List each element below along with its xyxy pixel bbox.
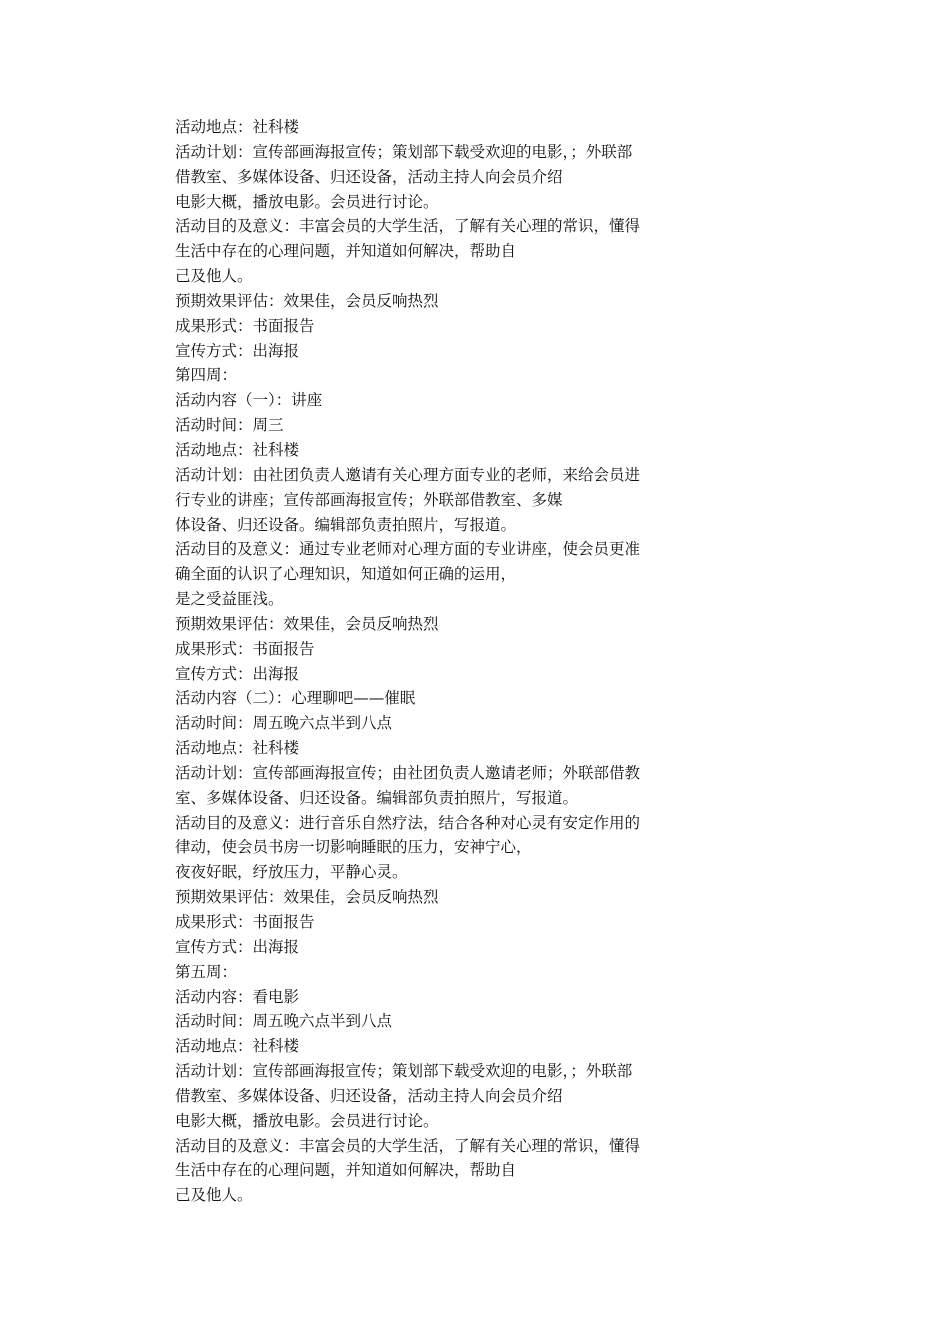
text-line: 活动内容（一）：讲座 bbox=[175, 391, 323, 410]
text-line: 活动地点：社科楼 bbox=[175, 1037, 300, 1056]
text-line: 生活中存在的心理问题，并知道如何解决，帮助自 bbox=[175, 242, 517, 261]
text-line: 电影大概，播放电影。会员进行讨论。 bbox=[175, 192, 439, 211]
text-line: 活动地点：社科楼 bbox=[175, 739, 300, 758]
text-line: 确全面的认识了心理知识，知道如何正确的运用， bbox=[175, 565, 517, 584]
text-line: 借教室、多媒体设备、归还设备，活动主持人向会员介绍 bbox=[175, 167, 563, 186]
text-line: 室、多媒体设备、归还设备。编辑部负责拍照片，写报道。 bbox=[175, 788, 579, 807]
text-line: 活动计划：宣传部画海报宣传；策划部下载受欢迎的电影，；外联部 bbox=[175, 142, 633, 161]
text-line: 宣传方式：出海报 bbox=[175, 341, 300, 360]
text-line: 活动内容：看电影 bbox=[175, 987, 300, 1006]
text-line: 借教室、多媒体设备、归还设备，活动主持人向会员介绍 bbox=[175, 1086, 563, 1105]
text-line: 宣传方式：出海报 bbox=[175, 937, 300, 956]
text-line: 活动时间：周五晚六点半到八点 bbox=[175, 714, 393, 733]
section-heading: 第四周： bbox=[175, 366, 238, 385]
text-line: 宣传方式：出海报 bbox=[175, 664, 300, 683]
document-body bbox=[175, 115, 695, 1208]
text-line: 生活中存在的心理问题，并知道如何解决，帮助自 bbox=[175, 1161, 517, 1180]
text-line: 活动时间：周五晚六点半到八点 bbox=[175, 1012, 393, 1031]
text-line: 预期效果评估：效果佳，会员反响热烈 bbox=[175, 614, 439, 633]
text-line: 己及他人。 bbox=[175, 267, 253, 286]
text-line: 活动计划：宣传部画海报宣传；策划部下载受欢迎的电影，；外联部 bbox=[175, 1062, 633, 1081]
text-line: 律动，使会员书房一切影响睡眠的压力，安神宁心， bbox=[175, 838, 532, 857]
text-line: 活动计划：由社团负责人邀请有关心理方面专业的老师，来给会员进 bbox=[175, 465, 641, 484]
text-line: 己及他人。 bbox=[175, 1186, 253, 1205]
text-line: 成果形式：书面报告 bbox=[175, 316, 315, 335]
text-line: 行专业的讲座；宣传部画海报宣传；外联部借教室、多媒 bbox=[175, 490, 563, 509]
text-line: 成果形式：书面报告 bbox=[175, 913, 315, 931]
text-line: 活动计划：宣传部画海报宣传；由社团负责人邀请老师；外联部借教 bbox=[175, 763, 641, 782]
text-line: 活动目的及意义：丰富会员的大学生活，了解有关心理的常识，懂得 bbox=[175, 217, 641, 236]
text-line: 成果形式：书面报告 bbox=[175, 639, 315, 658]
text-line: 活动地点：社科楼 bbox=[175, 118, 300, 136]
text-line: 体设备、归还设备。编辑部负责拍照片，写报道。 bbox=[175, 515, 517, 534]
section-heading: 第五周： bbox=[175, 962, 238, 981]
text-line: 活动时间：周三 bbox=[175, 416, 284, 435]
text-line: 预期效果评估：效果佳，会员反响热烈 bbox=[175, 291, 439, 310]
text-line: 夜夜好眠，纾放压力，平静心灵。 bbox=[175, 863, 408, 882]
text-line: 活动地点：社科楼 bbox=[175, 440, 300, 459]
text-line: 活动内容（二）：心理聊吧——催眠 bbox=[175, 689, 416, 708]
text-line: 活动目的及意义：丰富会员的大学生活，了解有关心理的常识，懂得 bbox=[175, 1136, 641, 1155]
text-line: 预期效果评估：效果佳，会员反响热烈 bbox=[175, 888, 439, 907]
text-line: 活动目的及意义：进行音乐自然疗法，结合各种对心灵有安定作用的 bbox=[175, 813, 641, 832]
text-line: 活动目的及意义：通过专业老师对心理方面的专业讲座，使会员更准 bbox=[175, 540, 641, 559]
text-line: 是之受益匪浅。 bbox=[175, 590, 284, 609]
text-line: 电影大概，播放电影。会员进行讨论。 bbox=[175, 1111, 439, 1130]
